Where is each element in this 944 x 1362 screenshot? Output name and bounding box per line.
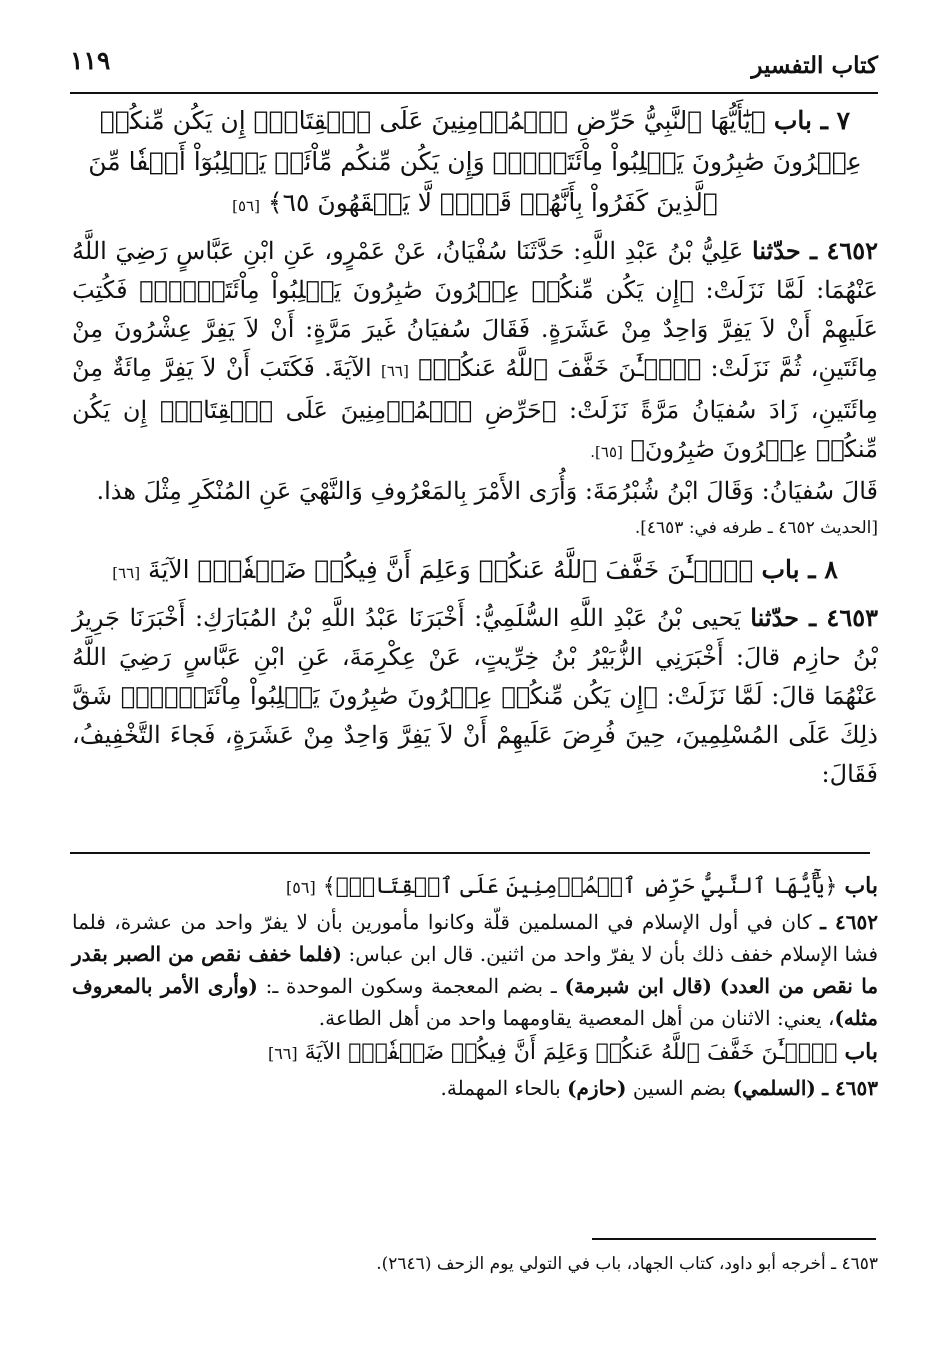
commentary-heading-56 [72,868,878,906]
hadith-4652-continuation [72,472,878,511]
footnote-text: ٤٦٥٣ ـ أخرجه أبو داود، كتاب الجهاد، باب في التولي يوم الزحف (٢٦٤٦). [376,1254,878,1274]
quoted-phrase: (حازم) [567,1076,627,1100]
quran-verse: ﴿ٱلۡـَٰٔنَ خَفَّفَ ٱللَّهُ عَنكُمۡ وَعَلِمَ أَنَّ فِيكُمۡ ضَعۡفٗاۚ﴾ الآيَةَ [304,1040,838,1065]
chapter-label: ٧ ـ باب [773,106,851,135]
verse-ref: [٦٦] [267,1044,298,1063]
footnote-divider [592,1238,876,1240]
quran-verse: ﴿يَٰٓأَيُّهَا ٱلنَّبِيُّ حَرِّضِ ٱلۡمُؤۡمِنِينَ عَلَى ٱلۡقِتَالِۚ﴾ [322,874,838,899]
verse-ref: [٥٦] [286,878,316,897]
commentary-divider [70,852,870,854]
hadith-text: عَلِيُّ بْنُ عَبْدِ اللَّهِ: حَدَّثَنَا سُفْيَانُ، عَنْ عَمْرٍو، عَنِ ابْنِ عَبَّاسٍ رَضِيَ اللَّهُ عَنْهُمَا: لَمَّا نَزَلَتْ: ﴿إِن يَكُن مِّنكُمۡ عِشۡرُونَ صَٰبِرُونَ يَغۡلِبُواْ مِاْئَتَيۡنِۚ﴾ فَكُتِبَ عَلَيهِمْ أَنْ لاَ يَفِرَّ وَاحِدٌ مِنْ عَشَرَةٍ. فَقَالَ سُفيَانُ غَيرَ مَرَّةٍ: أَنْ لاَ يَفِرَّ عِشْرُونَ مِنْ مِائَتَينِ، ثُمَّ نَزَلَتْ: ﴿ٱلۡـَٰٔنَ خَفَّفَ ٱللَّهُ عَنكُمۡ﴾ [72,237,879,382]
header-rule [70,92,878,94]
commentary-heading-66 [72,1034,878,1072]
commentary-text: كان في أول الإسلام في المسلمين قلّة وكانوا مأمورين بأن لا يفرّ واحد من عشرة، فلما فشا الإسلام خفف ذلك بأن لا يفرّ واحد من اثنين. قال ابن عباس: [72,910,879,966]
hadith-label: ٤٦٥٣ ـ حدّثنا [750,603,878,632]
commentary-text: ، يعني: الاثنان من أهل المعصية يقاومهما واحد من أهل الطاعة. [318,1006,835,1030]
quoted-phrase: (وأرى الأمر بالمعروف مثله) [72,974,878,1030]
page-number: ١١٩ [70,46,111,75]
commentary-section [72,868,878,1104]
chapter-label: باب [844,1039,878,1065]
cross-reference-text: [الحديث ٤٦٥٢ ـ طرفه في: ٤٦٥٣]. [634,518,878,538]
commentary-text: ـ بضم المعجمة وسكون الموحدة ـ: [265,974,557,998]
quoted-phrase: (السلمي) [732,1076,816,1100]
commentary-label: ٤٦٥٣ ـ [822,1076,878,1100]
commentary-4653 [72,1072,878,1104]
commentary-label: ٤٦٥٢ ـ [820,910,878,934]
verse-ref: [٦٦] [380,362,409,380]
footnote [72,1250,878,1278]
hadith-cross-reference [72,511,878,545]
hadith-label: ٤٦٥٢ ـ حدّثنا [752,236,879,265]
quran-verse: ﴿يَٰٓأَيُّهَا ٱلنَّبِيُّ حَرِّضِ ٱلۡمُؤۡمِنِينَ عَلَى ٱلۡقِتَالِۚ إِن يَكُن مِّنكُمۡ عِشۡرُونَ صَٰبِرُونَ يَغۡلِبُواْ مِاْئَتَيۡنِۚ وَإِن يَكُن مِّنكُم مِّاْئَةٞ يَغۡلِبُوٓاْ أَلۡفٗا مِّنَ ٱلَّذِينَ كَفَرُواْ بِأَنَّهُمۡ قَوۡمٞ لَّا يَفۡقَهُونَ ٦٥﴾ [88,106,862,217]
quran-verse: ﴿ٱلۡـَٰٔنَ خَفَّفَ ٱللَّهُ عَنكُمۡ وَعَلِمَ أَنَّ فِيكُمۡ ضَعۡفٗاۚ﴾ الآيَةَ [148,555,754,584]
chapter-heading-8 [72,549,878,594]
main-text [72,100,878,794]
quoted-phrase: (فلما خفف نقص من الصبر بقدر ما نقص من العدد) [72,942,879,998]
book-title: كتاب التفسير [751,52,878,79]
hadith-4653 [72,598,878,794]
hadith-text: الآيَةَ. فَكَتَبَ أَنْ لاَ يَفِرَّ مِائَةٌ مِنْ مِائَتَينِ، زَادَ سُفيَانُ مَرَّةً نَزَلَتْ: ﴿حَرِّضِ ٱلۡمُؤۡمِنِينَ عَلَى ٱلۡقِتَالِۚ إِن يَكُن مِّنكُمۡ عِشۡرُونَ صَٰبِرُونَ﴾ [72,354,878,463]
chapter-heading-7 [72,100,878,227]
verse-ref: [٦٦] [112,564,141,582]
commentary-4652 [72,906,878,1034]
hadith-4652 [72,231,878,472]
chapter-label: باب [844,873,878,899]
hadith-text: قَالَ سُفيَانُ: وَقَالَ ابْنُ شُبْرُمَةَ: وَأُرَى الأَمْرَ بِالمَعْرُوفِ وَالنَّهْيَ عَنِ المُنْكَرِ مِثْلَ هذا. [96,477,878,505]
hadith-text: يَحيى بْنُ عَبْدِ اللَّهِ السُّلَمِيُّ: أَخْبَرَنَا عَبْدُ اللَّهِ بْنُ المُبَارَكِ: أَخْبَرَنَا جَرِيرُ بْنُ حازِم قالَ: أَخْبَرَنِي الزُّبَيْرُ بْنُ خِرِّيتٍ، عَنْ عِكْرِمَةَ، عَنِ ابْنِ عَبَّاسٍ رَضِيَ اللَّهُ عَنْهُمَا قالَ: لَمَّا نَزَلَتْ: ﴿إِن يَكُن مِّنكُمۡ عِشۡرُونَ صَٰبِرُونَ يَغۡلِبُواْ مِاْئَتَيۡنِۚ﴾ شَقَّ ذلِكَ عَلَى المُسْلِمِينَ، حِينَ فُرِضَ عَلَيهِمْ أَنْ لاَ يَفِرَّ وَاحِدٌ مِنْ عَشَرَةٍ، فَجاءَ التَّخْفِيفُ، فَقَالَ: [72,604,878,788]
verse-ref: [٦٥]. [590,443,623,461]
running-header [70,44,878,92]
commentary-text: بالحاء المهملة. [440,1076,561,1100]
quoted-phrase: (قال ابن شبرمة) [564,974,712,998]
chapter-label: ٨ ـ باب [761,555,838,584]
verse-ref: [٥٦] [232,197,260,215]
commentary-text: بضم السين [632,1076,727,1100]
